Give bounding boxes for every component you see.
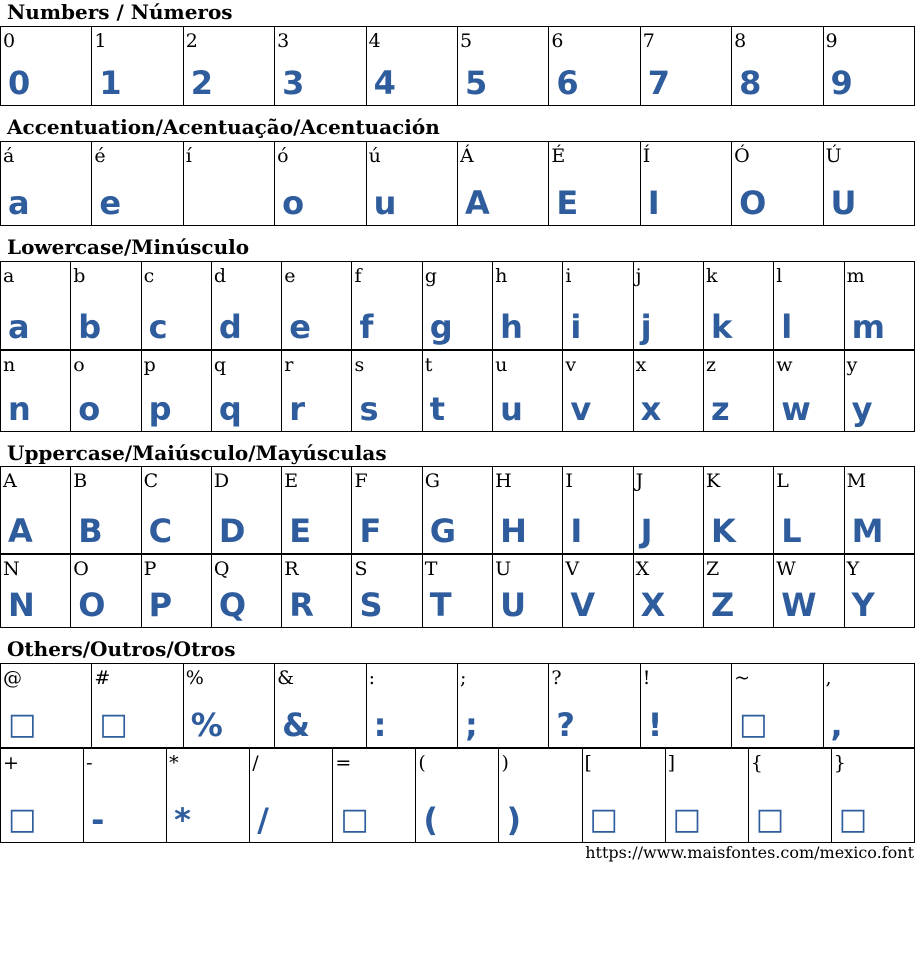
glyph-sample: M (851, 512, 884, 550)
char-label: A (3, 470, 17, 492)
char-label: } (833, 752, 846, 774)
char-label: 6 (551, 30, 564, 52)
char-label: E (284, 470, 299, 492)
glyph-cell (633, 555, 703, 628)
source-url[interactable]: https://www.maisfontes.com/mexico.font (585, 843, 914, 862)
glyph-cell (71, 555, 141, 628)
char-label: S (354, 558, 368, 580)
glyph-cell (732, 27, 823, 106)
glyph-sample: I (647, 184, 660, 222)
char-label: ) (501, 752, 509, 774)
glyph-sample: i (570, 308, 582, 346)
glyph-cell (563, 467, 633, 554)
glyph-sample: y (851, 390, 873, 428)
glyph-cell (71, 467, 141, 554)
glyph-cell (703, 262, 773, 350)
glyph-cell (774, 555, 844, 628)
char-label: U (495, 558, 512, 580)
glyph-sample: 4 (373, 64, 396, 102)
char-label: p (143, 354, 156, 376)
glyph-sample: x (640, 390, 662, 428)
glyph-sample: ? (556, 706, 575, 744)
glyph-cell (457, 27, 548, 106)
glyph-cell (71, 262, 141, 350)
glyph-sample: R (289, 586, 314, 624)
glyph-cell (748, 749, 831, 843)
glyph-sample: & (282, 706, 311, 744)
char-label: * (169, 752, 179, 774)
glyph-sample: t (429, 390, 446, 428)
char-label: 5 (459, 30, 473, 52)
glyph-cell (366, 27, 457, 106)
glyph-sample: A (464, 184, 490, 222)
glyph-cell (823, 664, 914, 748)
char-label: V (565, 558, 580, 580)
glyph-sample: 6 (556, 64, 579, 102)
glyph-sample: z (710, 390, 730, 428)
glyph-sample: o (282, 184, 305, 222)
char-label: t (424, 354, 433, 376)
char-label: ! (642, 667, 651, 689)
glyph-cell (563, 351, 633, 432)
glyph-cell (141, 351, 211, 432)
glyph-cell (732, 664, 823, 748)
char-label: a (3, 265, 15, 287)
char-label: s (354, 354, 365, 376)
section-title-others: Others/Outros/Otros (7, 637, 236, 661)
char-label: F (354, 470, 368, 492)
glyph-cell (211, 351, 281, 432)
char-label: v (565, 354, 577, 376)
glyph-cell (92, 142, 183, 226)
glyph-sample: v (570, 390, 592, 428)
glyph-cell (416, 749, 499, 843)
char-label: J (635, 470, 644, 492)
char-label: T (424, 558, 438, 580)
glyph-cell (563, 262, 633, 350)
section-title-lowercase: Lowercase/Minúsculo (7, 235, 250, 259)
glyph-cell (774, 467, 844, 554)
section-title-accents: Accentuation/Acentuação/Acentuación (7, 115, 440, 139)
char-label: [ (584, 752, 592, 774)
glyph-cell (275, 142, 366, 226)
char-label: 0 (3, 30, 16, 52)
char-label: # (94, 667, 111, 689)
glyph-sample: N (8, 586, 35, 624)
glyph-sample: w (781, 390, 811, 428)
char-label: é (94, 145, 106, 167)
glyph-cell (1, 664, 92, 748)
char-label: n (3, 354, 16, 376)
glyph-cell (352, 467, 422, 554)
char-label: N (3, 558, 20, 580)
glyph-cell (1, 555, 71, 628)
glyph-cell (352, 555, 422, 628)
glyph-cell (1, 27, 92, 106)
glyph-cell (633, 467, 703, 554)
glyph-sample: B (78, 512, 103, 550)
glyph-cell (366, 664, 457, 748)
char-label: C (143, 470, 159, 492)
glyph-cell (422, 351, 492, 432)
glyph-cell (493, 262, 563, 350)
glyph-cell (1, 749, 84, 843)
glyph-cell (275, 664, 366, 748)
glyph-cell (211, 467, 281, 554)
glyph-cell (333, 749, 416, 843)
glyph-sample: q (218, 390, 242, 428)
glyph-sample: e (99, 184, 122, 222)
glyph-sample: 2 (190, 64, 214, 102)
char-label: Q (213, 558, 230, 580)
glyph-sample: % (190, 706, 223, 744)
char-label: Á (459, 145, 474, 167)
glyph-sample: c (148, 308, 168, 346)
char-label: G (424, 470, 440, 492)
char-label: K (705, 470, 721, 492)
glyph-sample: J (640, 512, 653, 550)
glyph-sample: s (359, 390, 379, 428)
glyph-cell (282, 351, 352, 432)
glyph-cell (282, 555, 352, 628)
glyph-cell (665, 749, 748, 843)
glyph-sample: U (830, 184, 857, 222)
glyph-cell (1, 262, 71, 350)
char-label: X (635, 558, 650, 580)
glyph-sample: V (570, 586, 596, 624)
char-label: O (73, 558, 89, 580)
glyph-cell (282, 467, 352, 554)
glyph-cell (366, 142, 457, 226)
missing-glyph-box: □ (340, 802, 369, 837)
glyph-cell (563, 555, 633, 628)
glyph-cell (732, 142, 823, 226)
glyph-cell (844, 351, 914, 432)
glyph-cell (211, 262, 281, 350)
glyph-sample: H (500, 512, 527, 550)
char-label: 2 (185, 30, 198, 52)
char-label: ó (277, 145, 289, 167)
char-label: f (354, 265, 362, 287)
glyph-sample: I (570, 512, 583, 550)
char-label: L (776, 470, 789, 492)
char-label: m (846, 265, 865, 287)
char-label: 9 (825, 30, 838, 52)
char-label: d (213, 265, 227, 287)
char-label: % (185, 667, 204, 689)
glyph-cell (493, 467, 563, 554)
char-label: Ú (825, 145, 842, 167)
glyph-sample: U (500, 586, 527, 624)
glyph-sample: X (640, 586, 666, 624)
glyph-cell (493, 555, 563, 628)
glyph-cell (549, 142, 640, 226)
glyph-sample: o (78, 390, 101, 428)
glyph-cell (1, 467, 71, 554)
glyph-sample: Y (851, 586, 875, 624)
glyph-sample: 0 (8, 64, 31, 102)
glyph-sample: , (830, 706, 843, 744)
glyph-cell (183, 664, 274, 748)
glyph-cell (549, 664, 640, 748)
glyph-cell (167, 749, 250, 843)
char-label: 3 (277, 30, 290, 52)
glyph-cell (499, 749, 582, 843)
glyph-sample: u (373, 184, 397, 222)
char-label: h (495, 265, 508, 287)
glyph-sample: D (218, 512, 246, 550)
glyph-cell (703, 467, 773, 554)
glyph-sample: Z (710, 586, 735, 624)
missing-glyph-box: □ (589, 802, 618, 837)
glyph-cell (493, 351, 563, 432)
glyph-cell (275, 27, 366, 106)
glyph-cell (703, 555, 773, 628)
glyph-sample: k (710, 308, 733, 346)
glyph-sample: P (148, 586, 173, 624)
missing-glyph-box: □ (8, 707, 37, 742)
char-label: y (846, 354, 858, 376)
char-label: i (565, 265, 572, 287)
glyph-sample: E (556, 184, 579, 222)
char-label: z (705, 354, 716, 376)
char-label: ? (551, 667, 562, 689)
glyph-sample: S (359, 586, 383, 624)
glyph-cell (211, 555, 281, 628)
glyph-sample: W (781, 586, 817, 624)
glyph-sample: j (640, 308, 652, 346)
char-label: b (73, 265, 86, 287)
char-label: + (3, 752, 19, 774)
char-label: Z (705, 558, 720, 580)
glyph-sample: * (174, 801, 191, 839)
char-label: g (424, 265, 437, 287)
glyph-cell (831, 749, 914, 843)
glyph-cell (141, 467, 211, 554)
glyph-cell (823, 142, 914, 226)
glyph-sample: n (8, 390, 31, 428)
char-label: ú (368, 145, 381, 167)
missing-glyph-box: □ (838, 802, 868, 837)
glyph-sample: l (781, 308, 793, 346)
glyph-sample: p (148, 390, 172, 428)
glyph-cell (84, 749, 167, 843)
glyph-cell (1, 351, 71, 432)
glyph-sample: F (359, 512, 382, 550)
char-label: B (73, 470, 88, 492)
glyph-cell (640, 142, 731, 226)
glyph-sample: G (429, 512, 457, 550)
missing-glyph-box: □ (755, 802, 785, 837)
char-label: j (635, 265, 642, 287)
glyph-sample: e (289, 308, 311, 346)
glyph-cell (183, 142, 274, 226)
glyph-sample: O (78, 586, 106, 624)
glyph-sample: / (257, 801, 269, 839)
char-label: 4 (368, 30, 381, 52)
glyph-cell (823, 27, 914, 106)
char-label: R (284, 558, 299, 580)
char-label: k (705, 265, 718, 287)
char-label: 8 (734, 30, 747, 52)
missing-glyph-box: □ (99, 707, 128, 742)
glyph-sample: O (739, 184, 767, 222)
missing-glyph-box: □ (672, 802, 701, 837)
char-label: D (213, 470, 230, 492)
char-label: l (776, 265, 783, 287)
glyph-sample: 9 (830, 64, 853, 102)
glyph-cell (352, 351, 422, 432)
missing-glyph-box: □ (8, 802, 37, 837)
char-label: W (776, 558, 796, 580)
char-label: M (846, 470, 867, 492)
glyph-sample: m (851, 308, 885, 346)
char-label: , (825, 667, 832, 689)
glyph-cell (633, 351, 703, 432)
char-label: w (776, 354, 793, 376)
glyph-sample: ) (506, 801, 522, 839)
glyph-cell (71, 351, 141, 432)
numbers-grid (0, 26, 915, 106)
char-label: í (185, 145, 192, 167)
char-label: r (284, 354, 294, 376)
accents-grid (0, 141, 915, 226)
glyph-sample: 8 (739, 64, 762, 102)
glyph-cell (633, 262, 703, 350)
char-label: @ (3, 667, 22, 689)
glyph-cell (844, 262, 914, 350)
char-label: q (213, 354, 227, 376)
char-label: Y (846, 558, 860, 580)
glyph-sample: C (148, 512, 173, 550)
missing-glyph-box: □ (739, 707, 768, 742)
char-label: x (635, 354, 647, 376)
uppercase-grid-row1 (0, 466, 915, 554)
char-label: á (3, 145, 15, 167)
glyph-cell (1, 142, 92, 226)
glyph-sample: h (500, 308, 523, 346)
char-label: ; (459, 667, 467, 689)
glyph-sample: - (91, 801, 105, 839)
glyph-cell (457, 142, 548, 226)
char-label: = (335, 752, 352, 774)
glyph-cell (844, 555, 914, 628)
glyph-sample: Q (218, 586, 247, 624)
char-label: Ó (734, 145, 750, 167)
glyph-sample: A (8, 512, 33, 550)
glyph-sample: d (218, 308, 242, 346)
glyph-sample: r (289, 390, 305, 428)
glyph-sample: a (8, 308, 30, 346)
lowercase-grid-row1 (0, 261, 915, 350)
char-label: 7 (642, 30, 655, 52)
glyph-sample: 3 (282, 64, 305, 102)
glyph-sample: g (429, 308, 453, 346)
glyph-cell (640, 664, 731, 748)
glyph-sample: 7 (647, 64, 670, 102)
glyph-cell (282, 262, 352, 350)
uppercase-grid-row2 (0, 554, 915, 628)
glyph-sample: L (781, 512, 802, 550)
glyph-cell (582, 749, 665, 843)
glyph-cell (457, 664, 548, 748)
char-label: o (73, 354, 85, 376)
glyph-sample: u (500, 390, 523, 428)
glyph-cell (703, 351, 773, 432)
glyph-sample: K (710, 512, 736, 550)
others-grid-row2 (0, 748, 915, 843)
glyph-sample: ; (464, 706, 478, 744)
glyph-cell (422, 555, 492, 628)
char-label: - (86, 752, 93, 774)
char-label: & (277, 667, 295, 689)
glyph-cell (422, 262, 492, 350)
section-title-numbers: Numbers / Números (7, 0, 233, 24)
char-label: : (368, 667, 375, 689)
glyph-sample: b (78, 308, 102, 346)
others-grid-row1 (0, 663, 915, 748)
char-label: / (252, 752, 259, 774)
glyph-cell (844, 467, 914, 554)
glyph-cell (774, 351, 844, 432)
glyph-cell (141, 555, 211, 628)
glyph-sample: ( (423, 801, 439, 839)
char-label: É (551, 145, 566, 167)
glyph-sample: 1 (99, 64, 122, 102)
char-label: H (495, 470, 512, 492)
glyph-sample: f (359, 308, 374, 346)
char-label: ] (667, 752, 676, 774)
char-label: 1 (94, 30, 107, 52)
lowercase-grid-row2 (0, 350, 915, 432)
glyph-sample: 5 (464, 64, 488, 102)
glyph-cell (141, 262, 211, 350)
glyph-cell (422, 467, 492, 554)
glyph-cell (250, 749, 333, 843)
glyph-sample: : (373, 706, 387, 744)
char-label: u (495, 354, 508, 376)
char-label: ( (418, 752, 426, 774)
char-label: Í (642, 145, 651, 167)
glyph-sample: ! (647, 706, 663, 744)
section-title-uppercase: Uppercase/Maiúsculo/Mayúsculas (7, 441, 387, 465)
glyph-sample: T (429, 586, 452, 624)
glyph-sample: a (8, 184, 30, 222)
char-label: c (143, 265, 155, 287)
glyph-cell (352, 262, 422, 350)
glyph-cell (183, 27, 274, 106)
char-label: e (284, 265, 296, 287)
char-label: P (143, 558, 157, 580)
glyph-cell (640, 27, 731, 106)
char-label: I (565, 470, 573, 492)
char-label: { (750, 752, 763, 774)
glyph-cell (92, 27, 183, 106)
glyph-sample: E (289, 512, 312, 550)
glyph-cell (92, 664, 183, 748)
glyph-cell (549, 27, 640, 106)
glyph-cell (774, 262, 844, 350)
char-label: ~ (734, 667, 751, 689)
